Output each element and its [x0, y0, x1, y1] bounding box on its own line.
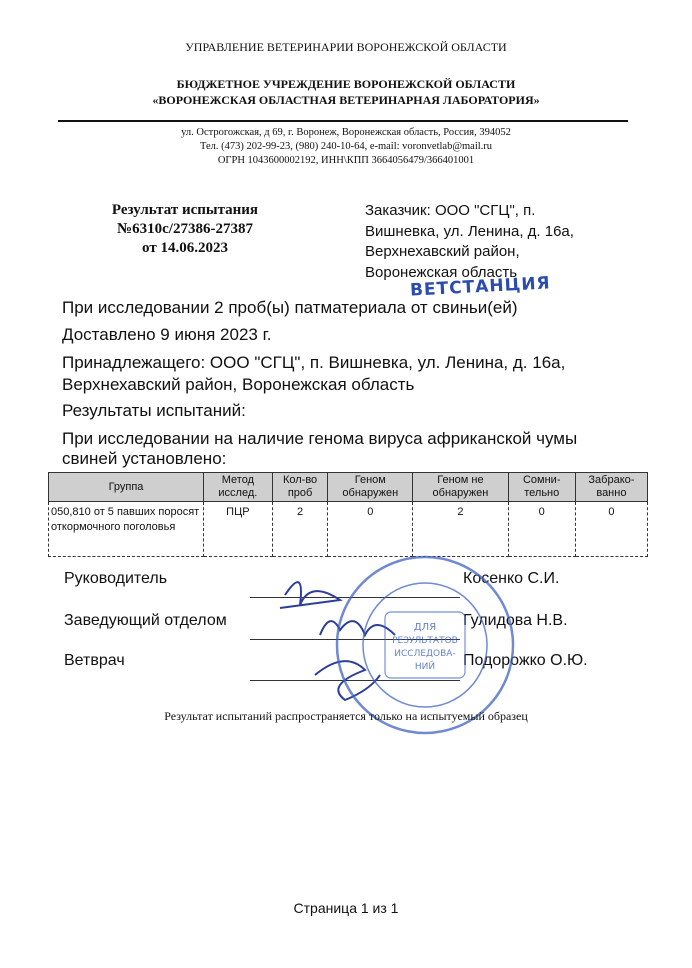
- body-line: При исследовании 2 проб(ы) патматериала от свиньи(ей): [62, 298, 518, 317]
- table-cell: 0: [575, 502, 647, 557]
- column-header: Метод исслед.: [204, 473, 273, 502]
- table-header-row: [49, 473, 648, 502]
- column-header: Геном не обнаружен: [413, 473, 509, 502]
- svg-text:ИССЛЕДОВА-: ИССЛЕДОВА-: [394, 649, 456, 659]
- column-header: Группа: [49, 473, 204, 502]
- signature-name: Гулидова Н.В.: [463, 612, 568, 629]
- page-number: Страница 1 из 1: [293, 900, 399, 916]
- table-cell: 0: [328, 502, 413, 557]
- table-cell: 2: [272, 502, 328, 557]
- table-cell: 2: [413, 502, 509, 557]
- body-line: Принадлежащего: ООО "СГЦ", п. Вишневка, ул. Ленина, д. 16а,: [62, 353, 566, 372]
- body-line: Доставлено 9 июня 2023 г.: [62, 325, 272, 344]
- customer-line: Вишневка, ул. Ленина, д. 16а,: [365, 222, 574, 240]
- footer-note: Результат испытаний распространяется только на испытуемый образец: [164, 709, 528, 723]
- table-row: [49, 502, 648, 557]
- result-number: №6310с/27386-27387: [117, 221, 253, 237]
- body-line: Результаты испытаний:: [62, 401, 246, 420]
- body-line: свиней установлено:: [62, 449, 227, 468]
- vet-station-stamp: ВЕТСТАНЦИЯ: [409, 273, 552, 301]
- signature-role: Руководитель: [64, 570, 168, 587]
- svg-text:РЕЗУЛЬТАТОВ: РЕЗУЛЬТАТОВ: [392, 636, 458, 646]
- result-block: [80, 201, 290, 258]
- address: ул. Острогожская, д 69, г. Воронеж, Воронежская область, Россия, 394052: [181, 127, 511, 138]
- header-rule: [58, 120, 628, 122]
- customer-block: [365, 201, 665, 283]
- authority-title: УПРАВЛЕНИЕ ВЕТЕРИНАРИИ ВОРОНЕЖСКОЙ ОБЛАСТИ: [185, 40, 507, 54]
- registration: ОГРН 1043600002192, ИНН\КПП 3664056479/366401001: [217, 155, 475, 166]
- institution-line-2: «ВОРОНЕЖСКАЯ ОБЛАСТНАЯ ВЕТЕРИНАРНАЯ ЛАБОРАТОРИЯ»: [152, 93, 540, 107]
- customer-line: Воронежская область: [365, 263, 518, 281]
- customer-line: Верхнехавский район,: [365, 243, 520, 260]
- contacts: Тел. (473) 202-99-23, (980) 240-10-64, e-mail: voronvetlab@mail.ru: [199, 141, 493, 152]
- signature-role: Заведующий отделом: [64, 612, 227, 629]
- signature-name: Косенко С.И.: [463, 570, 560, 587]
- svg-text:НИЙ: НИЙ: [414, 662, 436, 672]
- column-header: Сомни-тельно: [508, 473, 575, 502]
- body-line: При исследовании на наличие генома вируса африканской чумы: [62, 429, 578, 448]
- customer-line: Заказчик: ООО "СГЦ", п.: [365, 202, 536, 219]
- result-date: от 14.06.2023: [142, 240, 228, 256]
- results-table: [48, 472, 648, 557]
- table-cell: 050,810 от 5 павших поросят откормочного поголовья: [49, 502, 204, 557]
- column-header: Геном обнаружен: [328, 473, 413, 502]
- signature-role: Ветврач: [64, 652, 125, 669]
- signature-name: Подорожко О.Ю.: [463, 652, 588, 669]
- table-cell: ПЦР: [204, 502, 273, 557]
- column-header: Кол-во проб: [272, 473, 328, 502]
- institution-line-1: БЮДЖЕТНОЕ УЧРЕЖДЕНИЕ ВОРОНЕЖСКОЙ ОБЛАСТИ: [176, 77, 516, 91]
- body-line: Верхнехавский район, Воронежская область: [62, 375, 415, 394]
- table-cell: 0: [508, 502, 575, 557]
- result-title: Результат испытания: [111, 202, 259, 218]
- column-header: Забрако-ванно: [575, 473, 647, 502]
- svg-text:ДЛЯ: ДЛЯ: [413, 622, 437, 633]
